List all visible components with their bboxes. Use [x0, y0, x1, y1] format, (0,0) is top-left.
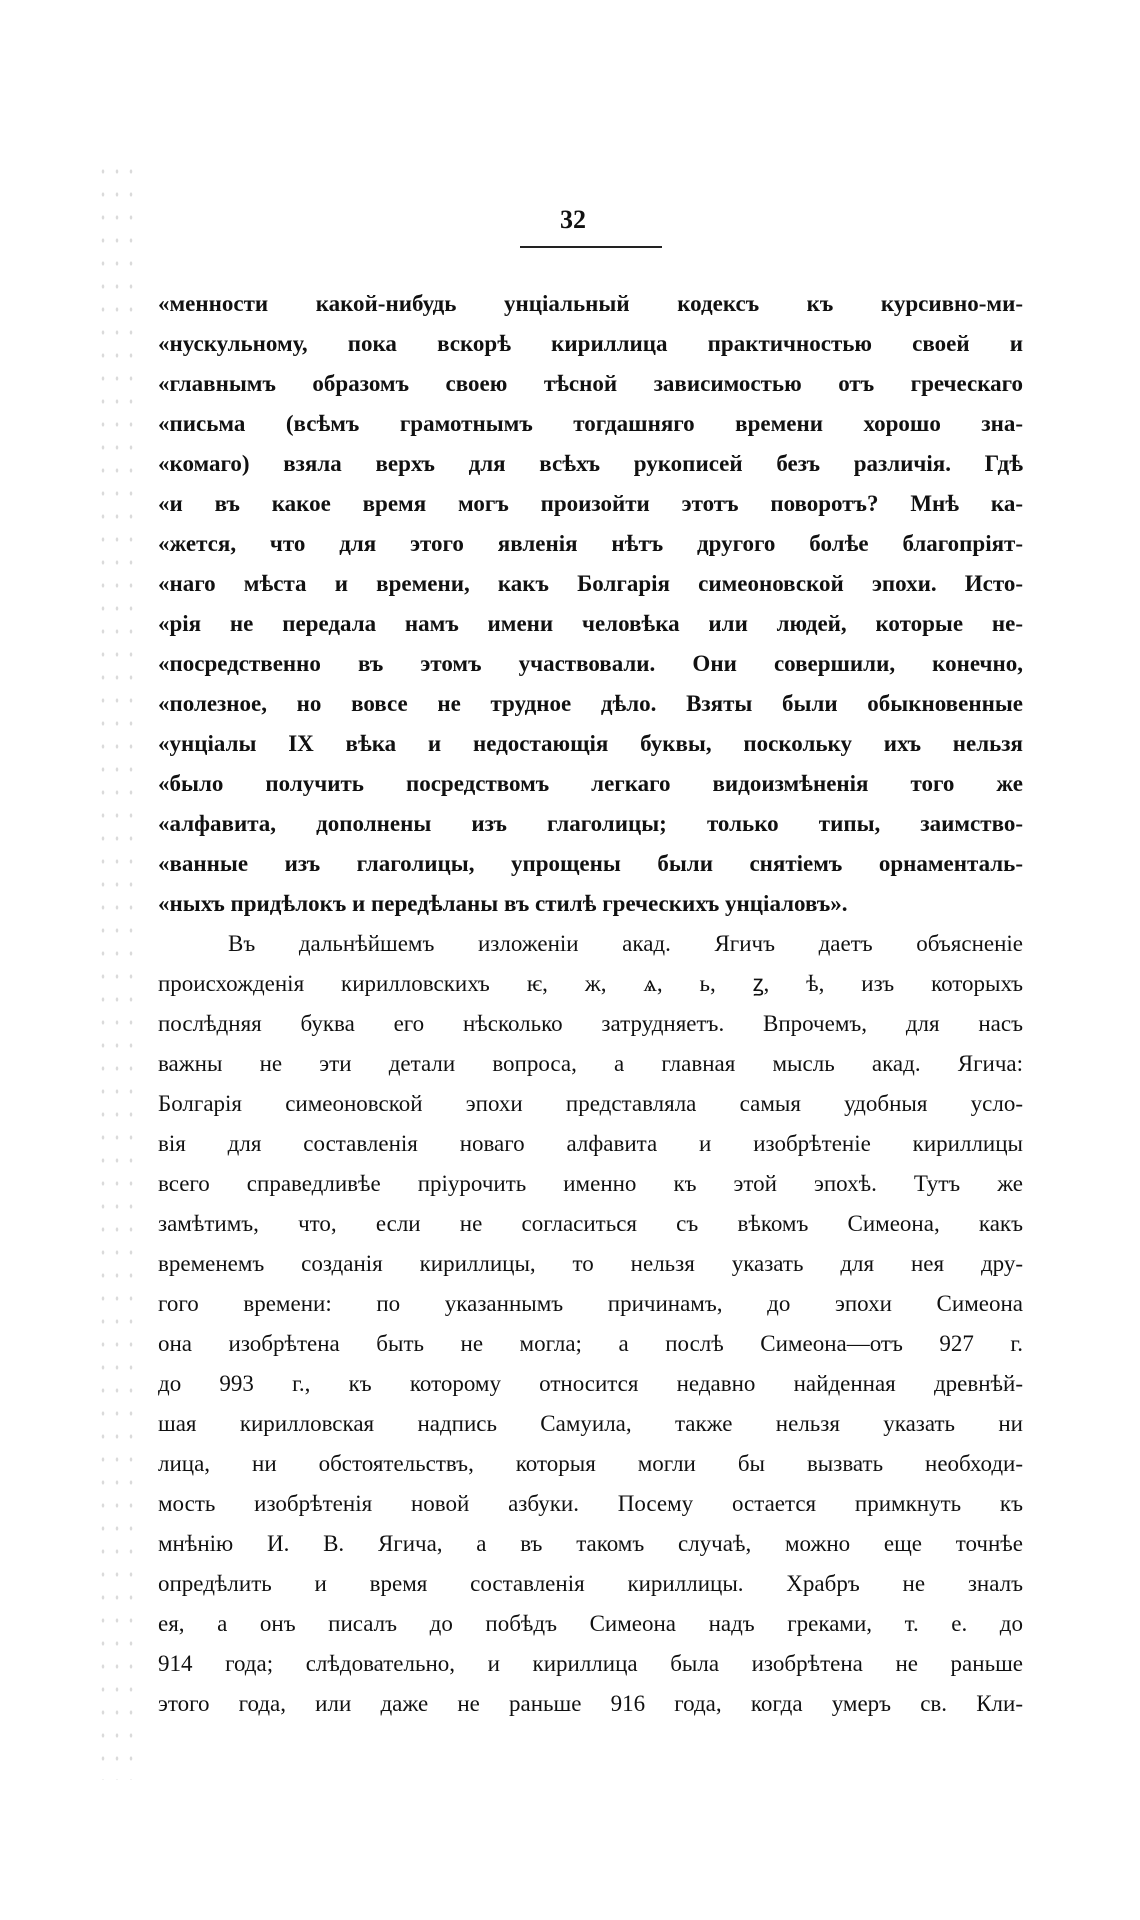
- quote-line: «ныхъ придѣлокъ и передѣланы въ стилѣ греческихъ унціаловъ».: [158, 891, 848, 916]
- body-line: происхожденія кирилловскихъ ѥ, ж, ѧ, ь, ꙁ, ѣ, изъ которыхъ: [158, 971, 1023, 996]
- page-text: [158, 284, 1023, 1724]
- body-line: шая кирилловская надпись Самуила, также нельзя указать ни: [158, 1411, 1023, 1436]
- page-number: 32: [560, 205, 586, 234]
- body-line: временемъ созданія кириллицы, то нельзя указать для нея дру-: [158, 1251, 1023, 1276]
- body-line: лица, ни обстоятельствъ, которыя могли бы вызвать необходи-: [158, 1451, 1023, 1476]
- quote-line: «наго мѣста и времени, какъ Болгарія симеоновской эпохи. Исто-: [158, 571, 1023, 596]
- quote-line: «было получить посредствомъ легкаго видоизмѣненія того же: [158, 771, 1023, 796]
- quote-line: «посредственно въ этомъ участвовали. Они совершили, конечно,: [158, 651, 1023, 676]
- quote-line: «письма (всѣмъ грамотнымъ тогдашняго времени хорошо зна-: [158, 411, 1023, 436]
- body-line: гого времени: по указаннымъ причинамъ, до эпохи Симеона: [158, 1291, 1023, 1316]
- body-line: замѣтимъ, что, если не согласиться съ вѣкомъ Симеона, какъ: [158, 1211, 1023, 1236]
- quote-line: «и въ какое время могъ произойти этотъ поворотъ? Мнѣ ка-: [158, 491, 1023, 516]
- body-line: этого года, или даже не раньше 916 года, когда умеръ св. Кли-: [158, 1691, 1023, 1716]
- body-line: ея, а онъ писалъ до побѣдъ Симеона надъ греками, т. е. до: [158, 1611, 1023, 1636]
- quote-line: «нускульному, пока вскорѣ кириллица практичностью своей и: [158, 331, 1023, 356]
- body-line: вія для составленія новаго алфавита и изобрѣтеніе кириллицы: [158, 1131, 1023, 1156]
- quote-line: «комаго) взяла верхъ для всѣхъ рукописей безъ различія. Гдѣ: [158, 451, 1023, 476]
- quote-line: «жется, что для этого явленія нѣтъ другого болѣе благопріят-: [158, 531, 1023, 556]
- body-line: мость изобрѣтенія новой азбуки. Посему остается примкнуть къ: [158, 1491, 1023, 1516]
- body-line: послѣдняя буква его нѣсколько затрудняетъ. Впрочемъ, для насъ: [158, 1011, 1023, 1036]
- body-line: Въ дальнѣйшемъ изложеніи акад. Ягичъ даетъ объясненіе: [228, 931, 1023, 956]
- body-line: важны не эти детали вопроса, а главная мысль акад. Ягича:: [158, 1051, 1023, 1076]
- quote-line: «алфавита, дополнены изъ глаголицы; только типы, заимство-: [158, 811, 1023, 836]
- margin-speckle: [96, 160, 136, 1780]
- quote-line: «ванные изъ глаголицы, упрощены были снятіемъ орнаменталь-: [158, 851, 1023, 876]
- body-line: мнѣнію И. В. Ягича, а въ такомъ случаѣ, можно еще точнѣе: [158, 1531, 1023, 1556]
- body-line: 914 года; слѣдовательно, и кириллица была изобрѣтена не раньше: [158, 1651, 1023, 1676]
- body-line: опредѣлить и время составленія кириллицы. Храбръ не зналъ: [158, 1571, 1023, 1596]
- body-line: до 993 г., къ которому относится недавно найденная древнѣй-: [158, 1371, 1023, 1396]
- quote-line: «унціалы IX вѣка и недостающія буквы, поскольку ихъ нельзя: [158, 731, 1023, 756]
- body-line: она изобрѣтена быть не могла; а послѣ Симеона—отъ 927 г.: [158, 1331, 1023, 1356]
- quote-line: «рія не передала намъ имени человѣка или людей, которые не-: [158, 611, 1023, 636]
- quote-line: «полезное, но вовсе не трудное дѣло. Взяты были обыкновенные: [158, 691, 1023, 716]
- quote-line: «главнымъ образомъ своею тѣсной зависимостью отъ греческаго: [158, 371, 1023, 396]
- body-line: всего справедливѣе пріурочить именно къ этой эпохѣ. Тутъ же: [158, 1171, 1023, 1196]
- body-line: Болгарія симеоновской эпохи представляла самыя удобныя усло-: [158, 1091, 1023, 1116]
- header-rule: [520, 246, 662, 248]
- quote-line: «менности какой-нибудь унціальный кодексъ къ курсивно-ми-: [158, 291, 1023, 316]
